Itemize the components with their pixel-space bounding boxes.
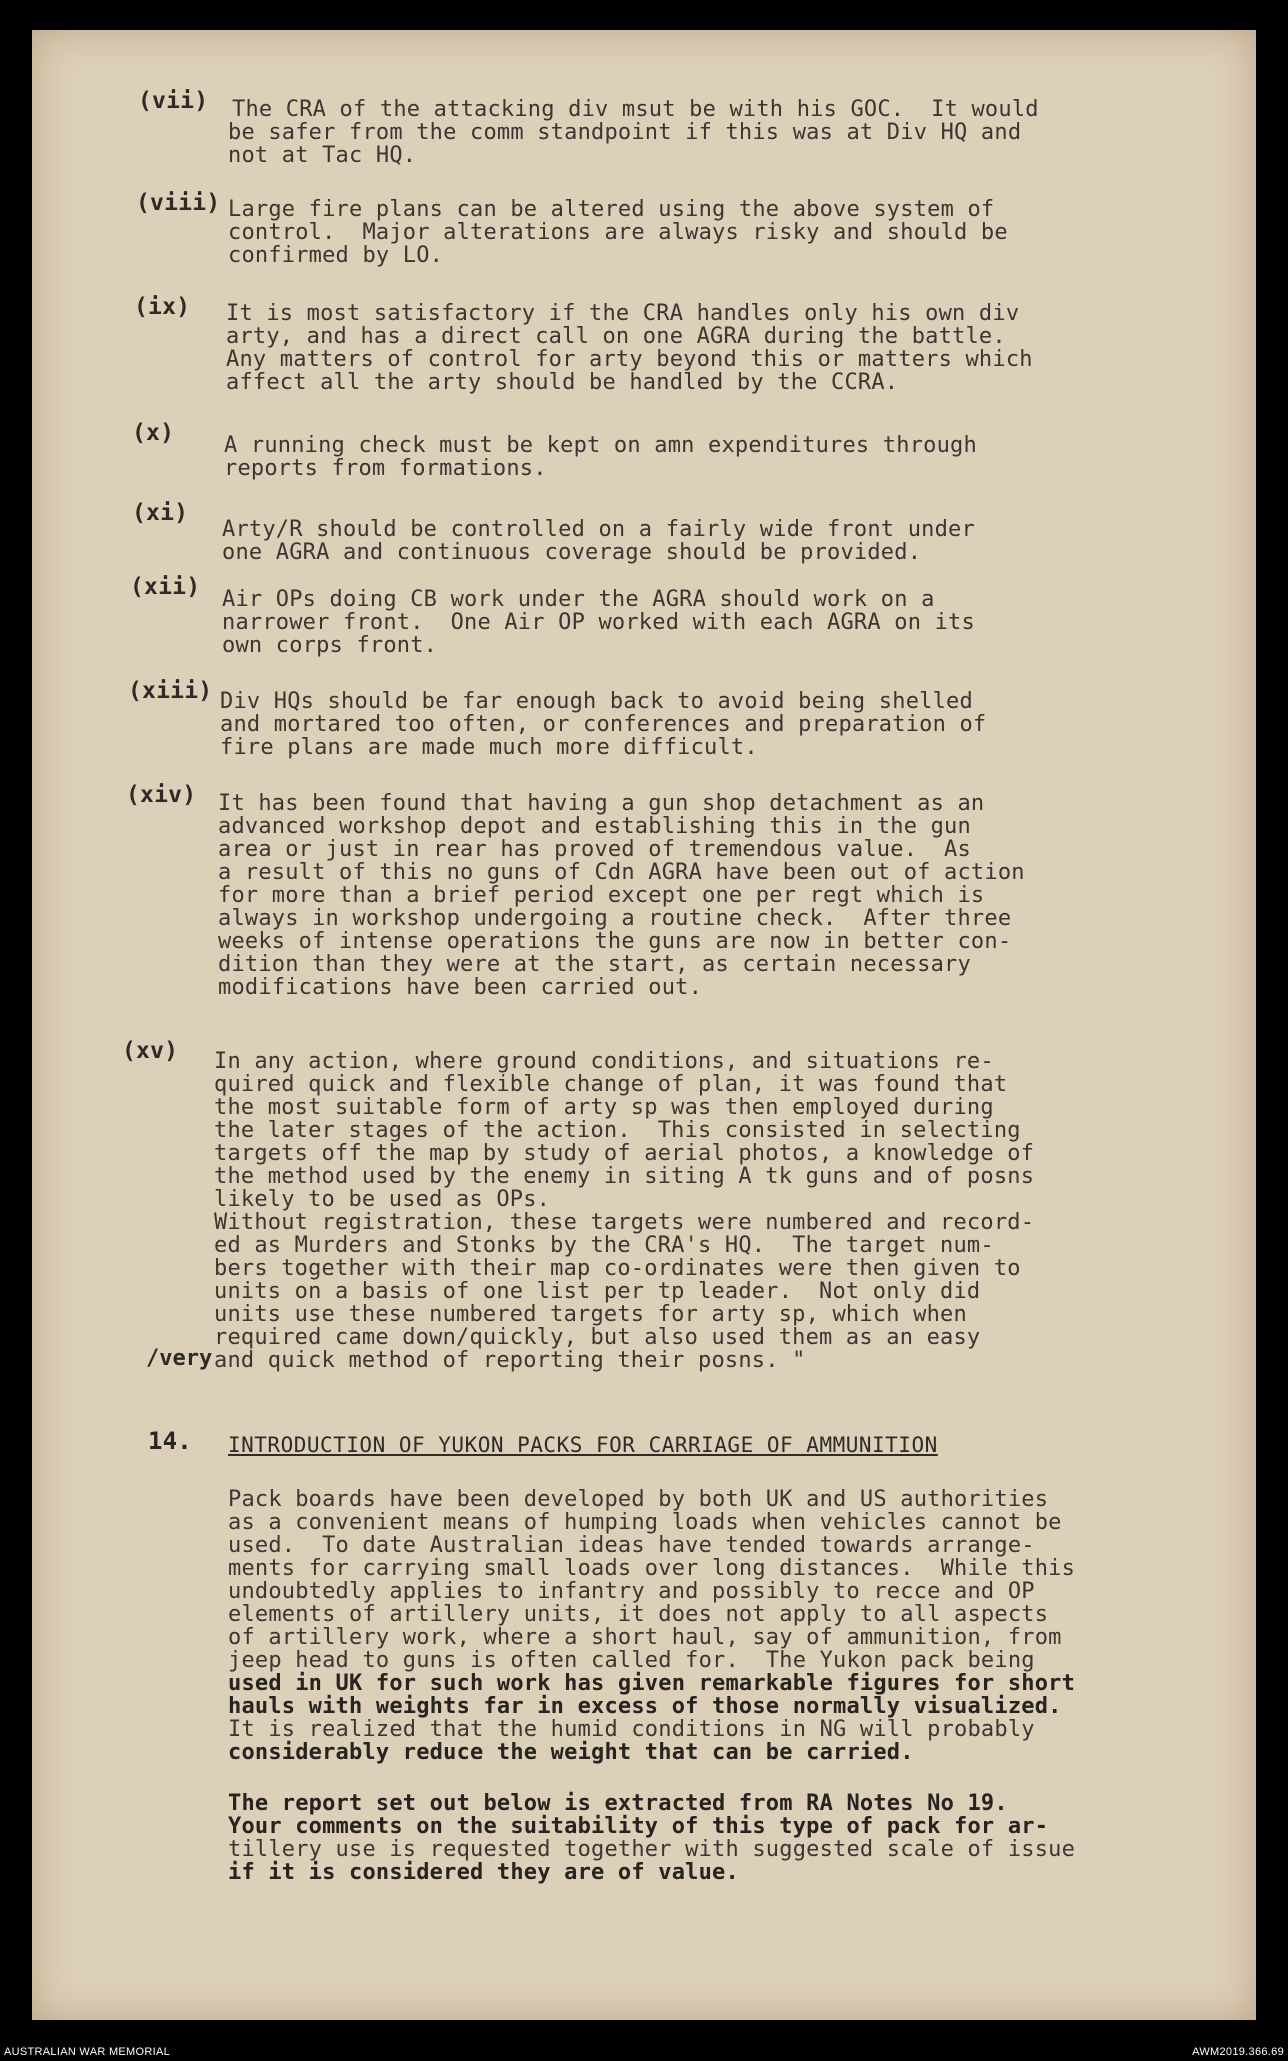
paragraph-line: units use these numbered targets for arty sp, which when (214, 1302, 967, 1327)
paragraph-line: In any action, where ground conditions, and situations re- (214, 1049, 994, 1074)
paragraph-number: (xii) (130, 574, 201, 600)
paragraph-number: (ix) (134, 294, 191, 320)
section-body-line: ments for carrying small loads over long distances. While this (228, 1556, 1076, 1581)
section-body-line: used. To date Australian ideas have tended towards arrange- (228, 1533, 1035, 1558)
paragraph-line: and quick method of reporting their posns. " (214, 1348, 806, 1373)
paragraph-line: likely to be used as OPs. (214, 1187, 551, 1212)
margin-note: /very (146, 1346, 213, 1371)
paragraph-line: one AGRA and continuous coverage should be provided. (222, 540, 922, 565)
paragraph-number: (x) (132, 420, 175, 446)
paragraph-line: fire plans are made much more difficult. (220, 735, 758, 760)
paragraph-line: reports from formations. (224, 456, 547, 481)
closing-line: The report set out below is extracted from RA Notes No 19. (228, 1791, 1008, 1816)
paragraph-line: A running check must be kept on amn expenditures through (224, 433, 977, 458)
paragraph-line: not at Tac HQ. (228, 143, 417, 168)
paragraph-line: The CRA of the attacking div msut be with his GOC. It would (232, 97, 1039, 122)
closing-line: tillery use is requested together with suggested scale of issue (228, 1837, 1076, 1862)
paragraph-line: units on a basis of one list per tp leader. Not only did (214, 1279, 981, 1304)
section-body-line: elements of artillery units, it does not apply to all aspects (228, 1602, 1049, 1627)
paragraph-number: (xiii) (128, 678, 213, 704)
section-body-line: considerably reduce the weight that can be carried. (228, 1740, 914, 1765)
closing-line: if it is considered they are of value. (228, 1860, 739, 1885)
section-body-line: undoubtedly applies to infantry and possibly to recce and OP (228, 1579, 1035, 1604)
paragraph-line: Air OPs doing CB work under the AGRA should work on a (222, 587, 935, 612)
paragraph-line: It has been found that having a gun shop detachment as an (218, 791, 985, 816)
paragraph-line: the method used by the enemy in siting A tk guns and of posns (214, 1164, 1035, 1189)
paragraph-line: for more than a brief period except one per regt which is (218, 883, 985, 908)
section-body-line: jeep head to guns is often called for. The Yukon pack being (228, 1648, 1035, 1673)
paragraph-line: always in workshop undergoing a routine check. After three (218, 906, 1012, 931)
paragraph-line: It is most satisfactory if the CRA handles only his own div (226, 301, 1020, 326)
paragraph-number: (xi) (132, 500, 189, 526)
paragraph-line: quired quick and flexible change of plan, it was found that (214, 1072, 1008, 1097)
paragraph-number: (xv) (122, 1038, 179, 1064)
paragraph-line: targets off the map by study of aerial photos, a knowledge of (214, 1141, 1035, 1166)
paragraph-line: a result of this no guns of Cdn AGRA have been out of action (218, 860, 1025, 885)
paragraph-line: modifications have been carried out. (218, 975, 703, 1000)
paragraph-line: confirmed by LO. (228, 243, 444, 268)
paragraph-line: control. Major alterations are always risky and should be (228, 220, 1008, 245)
paragraph-line: be safer from the comm standpoint if this was at Div HQ and (228, 120, 1022, 145)
paragraph-line: Any matters of control for arty beyond this or matters which (226, 347, 1033, 372)
paragraph-line: affect all the arty should be handled by the CCRA. (226, 370, 899, 395)
section-body-line: of artillery work, where a short haul, say of ammunition, from (228, 1625, 1062, 1650)
paragraph-number: (vii) (138, 88, 209, 114)
section-title: INTRODUCTION OF YUKON PACKS FOR CARRIAGE OF AMMUNITION (228, 1433, 938, 1457)
paragraph-line: Div HQs should be far enough back to avoid being shelled (220, 689, 973, 714)
section-body-line: as a convenient means of humping loads when vehicles cannot be (228, 1510, 1062, 1535)
paragraph-number: (viii) (136, 190, 221, 216)
paragraph-line: required came down/quickly, but also used them as an easy (214, 1325, 981, 1350)
paragraph-line: weeks of intense operations the guns are now in better con- (218, 929, 1012, 954)
section-body-line: used in UK for such work has given remarkable figures for short (228, 1671, 1076, 1696)
paragraph-line: Arty/R should be controlled on a fairly wide front under (222, 517, 975, 542)
paragraph-line: Without registration, these targets were numbered and record- (214, 1210, 1035, 1235)
paragraph-line: advanced workshop depot and establishing this in the gun (218, 814, 971, 839)
document-page (32, 30, 1256, 2020)
section-body-line: hauls with weights far in excess of those normally visualized. (228, 1694, 1062, 1719)
section-body-line: Pack boards have been developed by both UK and US authorities (228, 1487, 1049, 1512)
paragraph-line: the later stages of the action. This consisted in selecting (214, 1118, 1021, 1143)
closing-line: Your comments on the suitability of this type of pack for ar- (228, 1814, 1049, 1839)
footer-accession-number: AWM2019.366.69 (1192, 2046, 1284, 2058)
paragraph-line: bers together with their map co-ordinates were then given to (214, 1256, 1021, 1281)
paragraph-line: and mortared too often, or conferences and preparation of (220, 712, 987, 737)
paragraph-line: the most suitable form of arty sp was then employed during (214, 1095, 994, 1120)
section-body-line: It is realized that the humid conditions in NG will probably (228, 1717, 1035, 1742)
paragraph-line: arty, and has a direct call on one AGRA during the battle. (226, 324, 1006, 349)
paragraph-line: Large fire plans can be altered using the above system of (228, 197, 995, 222)
paragraph-line: dition than they were at the start, as certain necessary (218, 952, 971, 977)
paragraph-line: narrower front. One Air OP worked with each AGRA on its (222, 610, 975, 635)
paragraph-line: ed as Murders and Stonks by the CRA's HQ. The target num- (214, 1233, 994, 1258)
footer-archive-name: AUSTRALIAN WAR MEMORIAL (4, 2046, 171, 2058)
section-number: 14. (148, 1427, 192, 1455)
paragraph-line: area or just in rear has proved of tremendous value. As (218, 837, 971, 862)
paragraph-number: (xiv) (126, 782, 197, 808)
paragraph-line: own corps front. (222, 633, 438, 658)
